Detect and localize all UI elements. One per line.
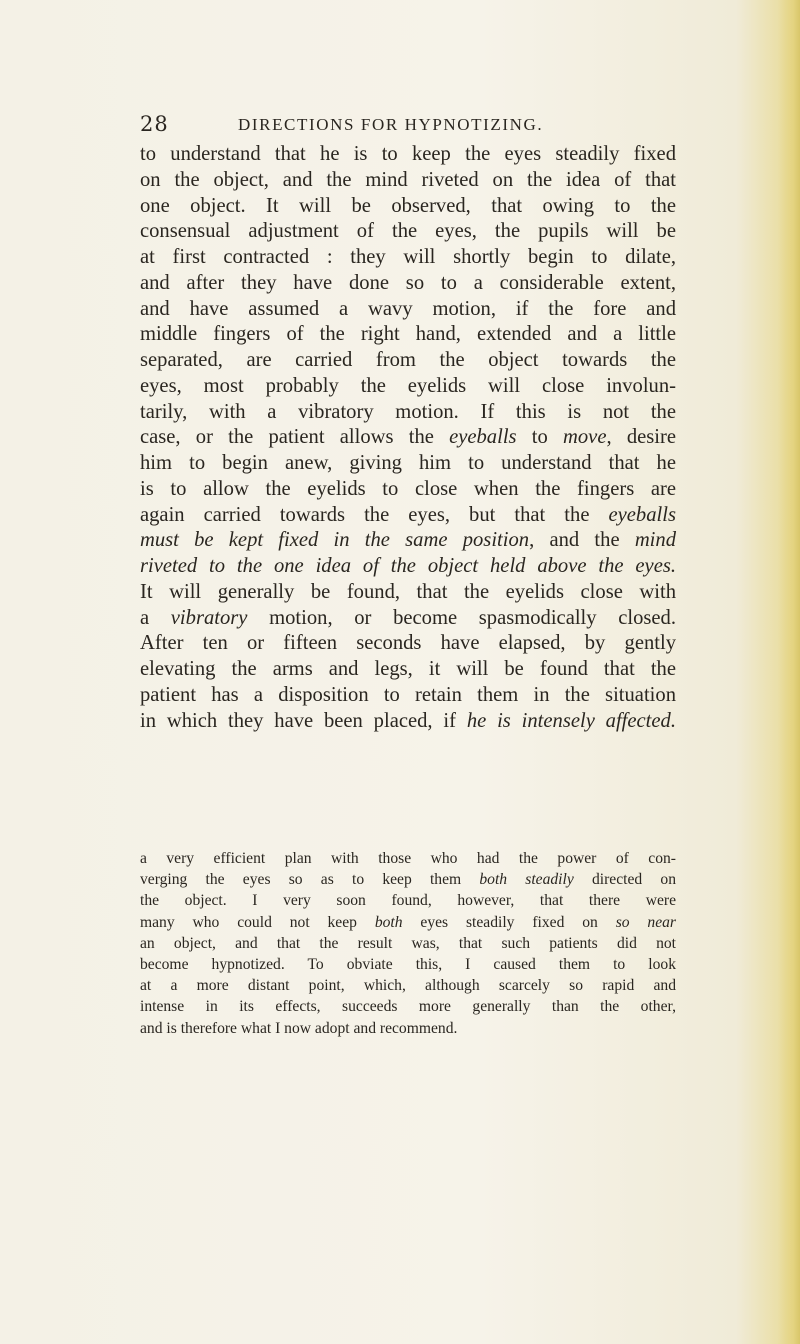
page-number: 28	[140, 112, 169, 136]
italic-phrase: both steadily	[479, 871, 574, 889]
running-title: DIRECTIONS FOR HYPNOTIZING.	[238, 115, 544, 134]
text-line: must be kept fixed in the same position, and the mind	[140, 529, 676, 552]
text-line: in which they have been placed, if he is intensely affected.	[140, 709, 676, 732]
main-text	[140, 142, 676, 734]
text-line: middle fingers of the right hand, extended and a little	[140, 323, 676, 346]
footnote-line: at a more distant point, which, although scarcely so rapid and	[140, 977, 676, 995]
text-line: separated, are carried from the object towards the	[140, 349, 676, 371]
text-line: again carried towards the eyes, but that the eyeballs	[140, 503, 676, 526]
italic-phrase: he is intensely affected.	[466, 709, 676, 732]
text-line: to understand that he is to keep the eyes steadily fixed	[140, 143, 676, 165]
text-line: one object. It will be observed, that owing to the	[140, 194, 676, 217]
text-line: is to allow the eyelids to close when the fingers are	[140, 477, 676, 500]
text-line: case, or the patient allows the eyeballs to move, desire	[140, 426, 676, 449]
italic-mind: mind	[634, 529, 676, 552]
footnote-line: verging the eyes so as to keep them both steadily directed on	[140, 871, 676, 889]
italic-move: move	[563, 426, 607, 449]
italic-eyeballs: eyeballs	[449, 426, 517, 449]
italic-so-near: so near	[615, 913, 676, 931]
footnote-line: many who could not keep both eyes steadily fixed on so near	[140, 913, 676, 931]
italic-vibratory: vibratory	[170, 606, 248, 629]
text-line: and after they have done so to a considerable extent,	[140, 271, 676, 294]
text-line: consensual adjustment of the eyes, the pupils will be	[140, 220, 676, 243]
footnote-line: a very efficient plan with those who had the power of con-	[140, 850, 676, 867]
page-edge-stain	[778, 0, 800, 1344]
text-line: It will generally be found, that the eyelids close with	[140, 580, 676, 603]
text-line	[140, 554, 676, 580]
text-line: and have assumed a wavy motion, if the fore and	[140, 297, 676, 320]
footnote-line: become hypnotized. To obviate this, I caused them to look	[140, 956, 676, 974]
footnote-line: intense in its effects, succeeds more generally than the other,	[140, 998, 676, 1016]
text-line: him to begin anew, giving him to understand that he	[140, 452, 676, 474]
text-line: a vibratory motion, or become spasmodically closed.	[140, 606, 676, 629]
text-line: on the object, and the mind riveted on the idea of that	[140, 168, 676, 191]
footnote-line: and is therefore what I now adopt and recommend.	[140, 1019, 458, 1037]
text-line: eyes, most probably the eyelids will close involun-	[140, 374, 676, 397]
italic-phrase: riveted to the one idea of the object held above the eyes.	[140, 555, 676, 577]
text-line: tarily, with a vibratory motion. If this is not the	[140, 400, 676, 423]
footnote-line: an object, and that the result was, that such patients did not	[140, 934, 676, 952]
text-line: at first contracted : they will shortly begin to dilate,	[140, 246, 676, 268]
text-line: After ten or fifteen seconds have elapsed, by gently	[140, 632, 676, 655]
text-line: patient has a disposition to retain them in the situation	[140, 683, 676, 706]
italic-eyeballs: eyeballs	[608, 503, 676, 526]
italic-both: both	[374, 913, 403, 931]
footnote	[140, 848, 676, 1039]
italic-phrase: must be kept fixed in the same position	[140, 529, 530, 552]
text-line: elevating the arms and legs, it will be found that the	[140, 658, 676, 680]
footnote-line: the object. I very soon found, however, that there were	[140, 892, 676, 910]
